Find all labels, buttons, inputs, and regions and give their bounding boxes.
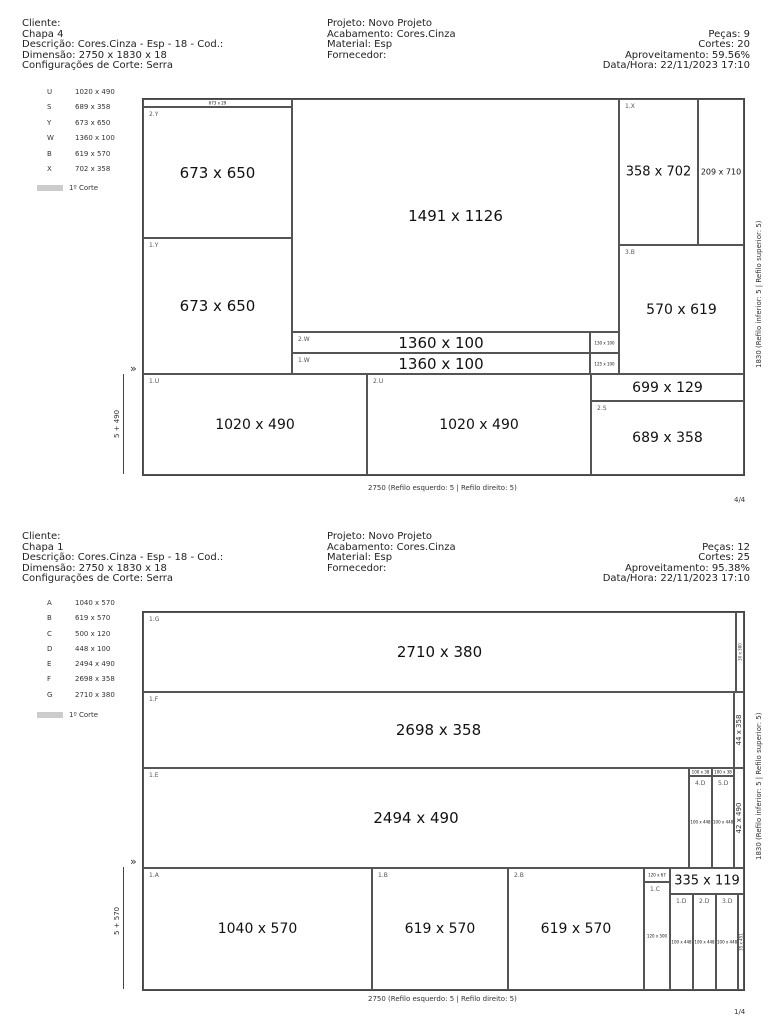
project: Projeto: Novo Projeto <box>327 18 433 29</box>
legend-key: A <box>47 599 52 607</box>
left-dimension-label: 5 + 570 <box>113 906 121 935</box>
piece-dim: 209 x 710 <box>700 167 742 177</box>
piece <box>619 99 698 245</box>
legend-key: E <box>47 660 52 668</box>
legend-item <box>47 103 110 111</box>
piece <box>591 401 744 475</box>
piece <box>591 374 744 401</box>
piece-tag: 1.U <box>149 378 160 385</box>
legend-key: B <box>47 614 52 622</box>
piece <box>367 374 591 475</box>
piece <box>738 894 744 990</box>
piece-dim: 619 x 570 <box>540 921 612 937</box>
piece-dim: 673 x 650 <box>179 163 256 182</box>
legend-size: 1360 x 100 <box>75 134 115 142</box>
piece <box>698 99 744 245</box>
piece-dim: 1040 x 570 <box>217 921 298 937</box>
piece-tag: 1.D <box>676 898 687 905</box>
piece-dim: 673 x 29 <box>208 100 227 106</box>
piece-tag: 1.F <box>149 696 159 703</box>
piece-tag: 2.D <box>699 898 710 905</box>
legend-size: 1020 x 490 <box>75 88 115 96</box>
piece-dim: 30 x 380 <box>737 643 743 661</box>
legend <box>47 88 137 198</box>
piece <box>372 868 508 990</box>
piece-tag: 4.D <box>695 780 706 787</box>
piece <box>693 894 716 990</box>
legend-key: F <box>47 675 52 683</box>
header-left <box>22 19 223 72</box>
legend-item <box>47 119 110 127</box>
page-number: 1/4 <box>734 1008 746 1016</box>
piece-dim: 1360 x 100 <box>398 354 484 373</box>
legend-key: U <box>47 88 53 96</box>
legend-key: S <box>47 103 52 111</box>
left-dimension-line <box>123 374 124 474</box>
piece-dim: 358 x 702 <box>625 164 692 180</box>
legend-size: 2698 x 358 <box>75 675 115 683</box>
piece <box>644 882 670 990</box>
legend-item <box>47 165 110 173</box>
page-number: 4/4 <box>734 496 746 504</box>
piece-tag: 1.B <box>378 872 388 879</box>
right-dimension-label: 1830 (Refilo inferior: 5 | Refilo superior: 5) <box>755 220 763 368</box>
piece <box>143 107 292 238</box>
client-label: Cliente: <box>22 18 61 29</box>
project: Projeto: Novo Projeto <box>327 531 433 542</box>
piece-dim: 570 x 619 <box>646 301 717 318</box>
header-right-blank <box>603 532 750 543</box>
yield: Aproveitamento: 95.38% <box>624 562 750 574</box>
legend-size: 1040 x 570 <box>75 599 115 607</box>
first-cut-arrow-icon: » <box>130 855 137 868</box>
piece-dim: 1020 x 490 <box>215 416 295 433</box>
piece <box>689 768 712 776</box>
legend-size: 619 x 570 <box>75 150 111 158</box>
piece-dim: 2710 x 380 <box>396 643 483 661</box>
piece <box>143 238 292 374</box>
piece <box>712 776 734 868</box>
piece <box>143 768 689 868</box>
finish: Acabamento: Cores.Cinza <box>327 28 456 40</box>
legend-item <box>47 660 115 668</box>
piece-dim: 100 x 448 <box>713 819 734 825</box>
client-label: Cliente: <box>22 531 61 542</box>
legend-item <box>47 645 110 653</box>
left-dimension-line <box>123 867 124 989</box>
piece <box>734 692 744 768</box>
legend-size: 689 x 358 <box>75 103 111 111</box>
sheet-name: Chapa 1 <box>22 541 64 553</box>
legend-item <box>47 675 115 683</box>
piece-dim: 100 x 448 <box>671 939 692 945</box>
bottom-dimension-label: 2750 (Refilo esquerdo: 5 | Refilo direito: 5) <box>368 484 517 492</box>
piece <box>670 868 744 894</box>
header-right <box>603 19 750 72</box>
supplier: Fornecedor: <box>327 562 387 574</box>
piece-tag: 2.W <box>298 336 310 343</box>
piece-dim: 1491 x 1126 <box>408 206 503 225</box>
legend-key: B <box>47 150 52 158</box>
piece <box>143 99 292 107</box>
piece-tag: 3.D <box>722 898 733 905</box>
piece <box>143 692 734 768</box>
piece-tag: 3.B <box>625 249 635 256</box>
piece <box>644 868 670 882</box>
header-mid <box>327 532 456 574</box>
description: Descrição: Cores.Cinza - Esp - 18 - Cod.: <box>22 552 224 563</box>
legend-item <box>47 599 115 607</box>
legend <box>47 599 137 724</box>
first-cut-swatch <box>37 712 63 718</box>
bottom-dimension-label: 2750 (Refilo esquerdo: 5 | Refilo direito: 5) <box>368 995 517 1003</box>
cuts-count: Cortes: 20 <box>698 39 750 50</box>
piece-tag: 2.U <box>373 378 384 385</box>
sheet-name: Chapa 4 <box>22 28 64 40</box>
piece-dim: 100 x 448 <box>690 819 711 825</box>
first-cut-legend <box>37 184 98 192</box>
cut-config: Configurações de Corte: Serra <box>22 573 174 584</box>
legend-key: D <box>47 645 53 653</box>
legend-key: G <box>47 691 53 699</box>
piece-tag: 1.Y <box>149 242 159 249</box>
piece-dim: 120 x 500 <box>646 933 668 939</box>
piece <box>143 612 736 692</box>
piece-tag: 1.E <box>149 772 159 779</box>
legend-item <box>47 691 115 699</box>
piece <box>716 894 738 990</box>
piece-tag: 1.C <box>650 886 660 893</box>
piece-tag: 2.Y <box>149 111 159 118</box>
legend-size: 619 x 570 <box>75 614 111 622</box>
piece <box>619 245 744 374</box>
piece-dim: 100 x 38 <box>691 769 710 775</box>
pieces-count: Peças: 12 <box>702 541 750 553</box>
left-dimension-label: 5 + 490 <box>113 409 121 438</box>
yield: Aproveitamento: 59.56% <box>624 49 750 61</box>
piece-dim: 100 x 448 <box>694 939 715 945</box>
first-cut-arrow-icon: » <box>130 362 137 375</box>
piece-tag: 1.G <box>149 616 160 623</box>
legend-size: 702 x 358 <box>75 165 111 173</box>
first-cut-label: 1º Corte <box>69 184 99 192</box>
piece-dim: 100 x 38 <box>714 769 732 775</box>
dimension: Dimensão: 2750 x 1830 x 18 <box>22 49 167 61</box>
piece <box>670 894 693 990</box>
piece <box>736 612 744 692</box>
piece-dim: 130 x 100 <box>594 340 615 345</box>
legend-size: 448 x 100 <box>75 645 111 653</box>
piece-dim: 44 x 358 <box>735 714 743 746</box>
piece-dim: 1020 x 490 <box>439 416 519 433</box>
piece-dim: 120 x 67 <box>648 872 666 878</box>
piece <box>590 332 619 353</box>
dimension: Dimensão: 2750 x 1830 x 18 <box>22 562 167 574</box>
header-mid <box>327 19 456 61</box>
header-right-blank <box>603 19 750 30</box>
piece-dim: 699 x 129 <box>632 379 703 396</box>
piece-dim: 2494 x 490 <box>373 809 459 827</box>
piece <box>143 868 372 990</box>
piece <box>292 99 619 332</box>
finish: Acabamento: Cores.Cinza <box>327 541 456 553</box>
piece <box>689 776 712 868</box>
piece-dim: 2698 x 358 <box>395 721 482 739</box>
piece-dim: 673 x 650 <box>179 297 256 315</box>
cutting-plan-4 <box>142 98 745 476</box>
legend-size: 500 x 120 <box>75 630 111 638</box>
first-cut-swatch <box>37 185 63 191</box>
piece-tag: 1.A <box>149 872 159 879</box>
piece <box>292 353 590 374</box>
legend-item <box>47 614 110 622</box>
material: Material: Esp <box>327 552 393 563</box>
legend-size: 673 x 650 <box>75 119 111 127</box>
legend-item <box>47 150 110 158</box>
piece <box>712 768 734 776</box>
cut-config: Configurações de Corte: Serra <box>22 60 174 71</box>
first-cut-legend <box>37 711 98 719</box>
piece <box>292 332 590 353</box>
piece-dim: 125 x 100 <box>594 361 615 366</box>
legend-key: C <box>47 630 52 638</box>
legend-key: W <box>47 134 54 142</box>
right-dimension-label: 1830 (Refilo inferior: 5 | Refilo superior: 5) <box>755 712 763 860</box>
material: Material: Esp <box>327 39 393 50</box>
piece-tag: 2.S <box>597 405 607 412</box>
piece-dim: 42 x 490 <box>735 802 743 834</box>
first-cut-label: 1º Corte <box>69 711 99 719</box>
pieces-count: Peças: 9 <box>708 28 750 40</box>
piece-tag: 1.W <box>298 357 310 364</box>
cutting-plan-1 <box>142 611 745 991</box>
piece-tag: 1.X <box>625 103 635 110</box>
piece-dim: 335 x 119 <box>674 873 740 889</box>
piece-dim: 689 x 358 <box>632 430 703 446</box>
legend-item <box>47 88 115 96</box>
header-left <box>22 532 223 585</box>
cuts-count: Cortes: 25 <box>698 552 750 563</box>
piece-tag: 2.B <box>514 872 524 879</box>
datetime: Data/Hora: 22/11/2023 17:10 <box>602 60 750 71</box>
header-right <box>603 532 750 585</box>
piece-tag: 5.D <box>718 780 729 787</box>
piece <box>508 868 644 990</box>
legend-size: 2710 x 380 <box>75 691 115 699</box>
legend-item <box>47 134 115 142</box>
piece-dim: 100 x 448 <box>717 939 738 945</box>
piece-dim: 35 x 451 <box>738 933 744 951</box>
piece-dim: 1360 x 100 <box>398 333 484 352</box>
piece <box>734 768 744 868</box>
piece-dim: 619 x 570 <box>404 921 476 937</box>
description: Descrição: Cores.Cinza - Esp - 18 - Cod.: <box>22 39 224 50</box>
legend-size: 2494 x 490 <box>75 660 115 668</box>
piece <box>590 353 619 374</box>
datetime: Data/Hora: 22/11/2023 17:10 <box>602 573 750 584</box>
legend-key: X <box>47 165 52 173</box>
supplier: Fornecedor: <box>327 49 387 61</box>
legend-item <box>47 630 110 638</box>
legend-key: Y <box>47 119 52 127</box>
piece <box>143 374 367 475</box>
